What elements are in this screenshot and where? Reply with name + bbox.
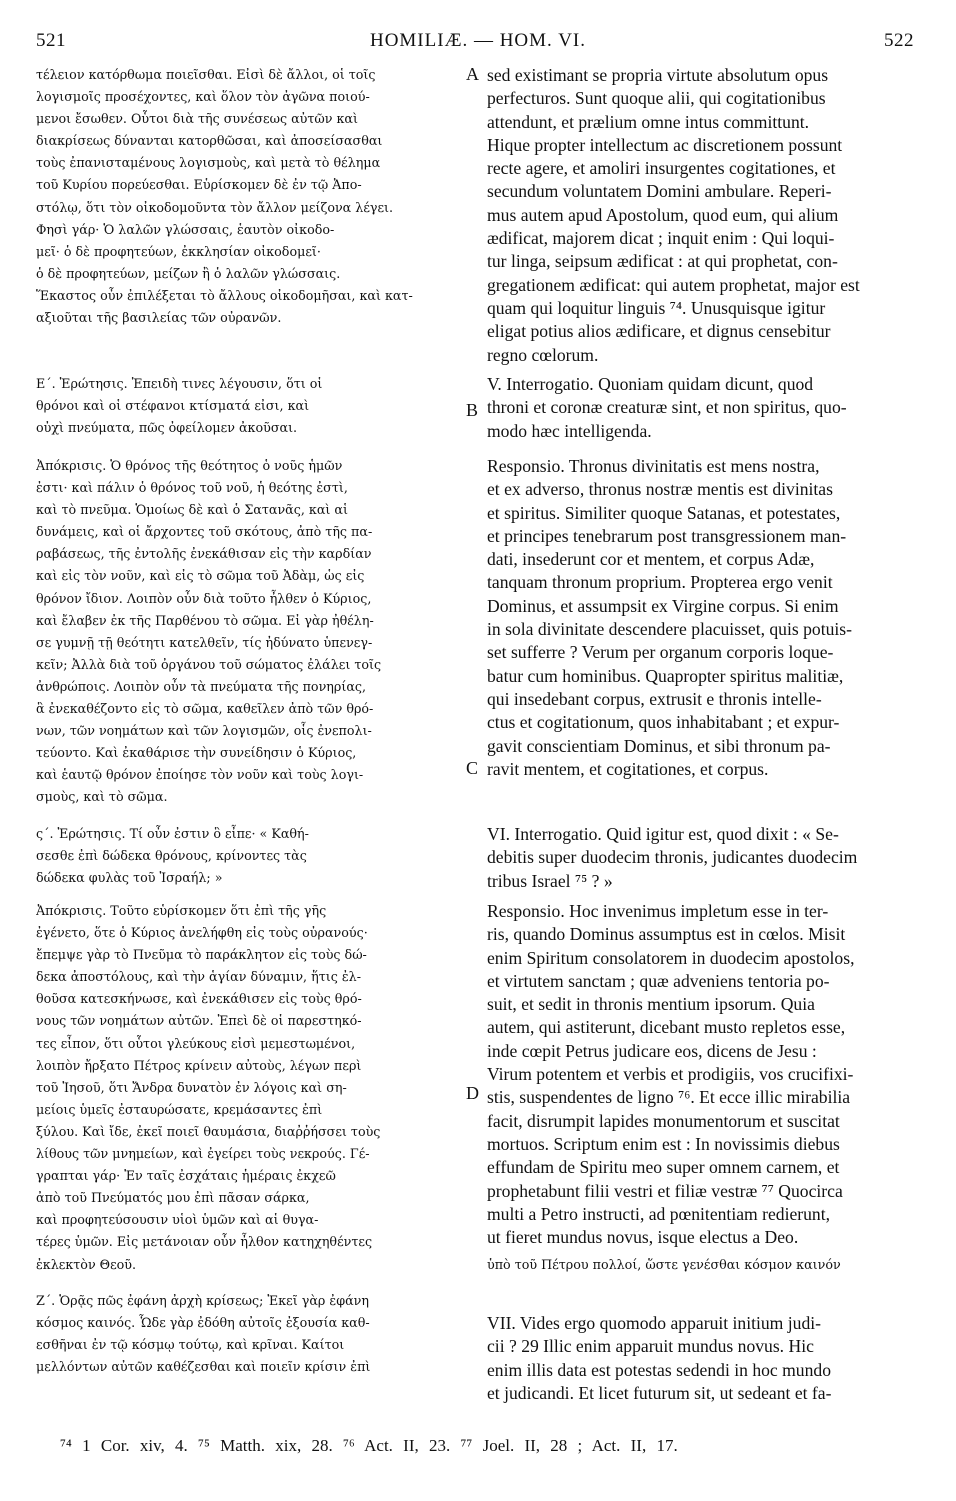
text-line: ravit mentem, et cogitationes, et corpus. — [487, 758, 769, 779]
text-line: qui insedebant corpus, extrusit e thronis intelle- — [487, 688, 822, 709]
text-line: quam qui loquitur linguis ⁷⁴. Unusquisque igitur — [487, 297, 826, 318]
text-line: attendunt, et prælium omne intus committunt. — [487, 111, 810, 132]
text-line: Ἀπόκρισις. Τοῦτο εὑρίσκομεν ὅτι ἐπὶ τῆς γῆς — [36, 903, 327, 918]
text-line: tribus Israel ⁷⁵ ? » — [487, 870, 613, 891]
text-line: ς΄. Ἐρώτησις. Τί οὖν ἐστιν ὃ εἶπε· « Καθή- — [36, 826, 309, 841]
text-line: throni et coronæ creaturæ sint, et non spiritus, quo- — [487, 397, 847, 418]
text-line: et spiritus. Similiter quoque Satanas, et potestates, — [487, 502, 841, 523]
text-line: αξιοῦται τῆς βασιλείας τῶν οὐρανῶν. — [36, 310, 282, 326]
text-line: καὶ εἰς τὸν νοῦν, καὶ εἰς τὸ σῶμα τοῦ Ἀδὰμ, ὡς εἰς — [36, 568, 365, 584]
greek-block-2 — [36, 373, 479, 439]
text-line: ὁ δὲ προφητεύων, μείζων ἢ ὁ λαλῶν γλώσσαις. — [36, 265, 341, 281]
text-line: facit, disrumpit lapides monumentorum et suscitat — [487, 1110, 840, 1131]
text-line: μελλόντων αὐτῶν καθέζεσθαι καὶ ποιεῖν κρίσιν ἐπὶ — [36, 1359, 371, 1375]
text-line: regno cœlorum. — [487, 344, 599, 365]
footnotes: ⁷⁴ 1 Cor. xiv, 4. ⁷⁵ Matth. xix, 28. ⁷⁶ Act. II, 23. ⁷⁷ Joel. II, 28 ; Act. II, 17. — [60, 1436, 678, 1455]
text-line: cii ? 29 Illic enim apparuit mundus novus. Hic — [487, 1336, 814, 1357]
text-line: enim illis data est potestas sedendi in hoc mundo — [487, 1359, 831, 1380]
text-line: gregationem ædificat: qui autem prophetat, major est — [487, 274, 860, 295]
text-line: ἀπὸ τοῦ Πνεύματός μου ἐπὶ πᾶσαν σάρκα, — [36, 1190, 310, 1206]
text-line: λίθους τῶν μνημείων, καὶ ἐγείρει τοὺς νεκρούς. Γέ- — [36, 1146, 370, 1162]
text-line: Ε΄. Ἐρώτησις. Ἐπειδὴ τινες λέγουσιν, ὅτι οἱ — [36, 376, 323, 391]
text-line: τοῦ Κυρίου πορεύεσθαι. Εὑρίσκομεν δὲ ἐν τῷ Ἀπο- — [36, 177, 362, 193]
latin-block-6 — [487, 1253, 921, 1276]
running-title: HOMILIÆ. — HOM. VI. — [369, 30, 587, 51]
page-number-left: 521 — [36, 30, 66, 51]
text-line: mortuos. Scriptum enim est : In novissimis diebus — [487, 1133, 840, 1154]
text-line: γραπται γάρ· Ἐν ταῖς ἐσχάταις ἡμέραις ἐκχεῶ — [36, 1168, 336, 1184]
text-line: batur cum hominibus. Quapropter spiritus malitiæ, — [487, 665, 844, 686]
text-line: ραβάσεως, τῆς ἐντολῆς ἐνεκάθισαν εἰς τὴν καρδίαν — [36, 546, 372, 562]
latin-block-1 — [487, 64, 921, 367]
text-line: ἀνθρώποις. Λοιπὸν οὖν τὰ πνεύματα τῆς πονηρίας, — [36, 678, 367, 694]
text-line: sed existimant se propria virtute absolutum opus — [487, 65, 829, 85]
text-line: ὑπὸ τοῦ Πέτρου πολλοί, ὥστε γενέσθαι κόσμον καινόν — [487, 1257, 841, 1272]
text-line: stis, suspendentes de ligno ⁷⁶. Et ecce illic mirabilia — [487, 1087, 851, 1108]
text-line: multi a Petro instructi, ad pœnitentiam redierunt, — [487, 1203, 831, 1224]
greek-block-4 — [36, 823, 476, 889]
text-line: τες εἶπον, ὅτι οὗτοι γλεύκους εἰσὶ μεμεστωμένοι, — [36, 1035, 356, 1051]
text-line: δώδεκα φυλὰς τοῦ Ἰσραήλ; » — [36, 870, 223, 886]
margin-marker-b: B — [466, 400, 479, 420]
text-line: tanquam thronum proprium. Propterea ergo venit — [487, 572, 833, 593]
text-line: καὶ προφητεύσουσιν υἱοὶ ὑμῶν καὶ αἱ θυγα- — [36, 1212, 319, 1228]
text-line: νων, τῶν νοημάτων καὶ τῶν λογισμῶν, οἷς ἐνεπολι- — [36, 723, 372, 739]
text-line: καὶ ἔλαβεν ἐκ τῆς Παρθένου τὸ σῶμα. Εἰ γὰρ ἠθέλη- — [36, 612, 374, 628]
greek-block-3 — [36, 455, 479, 809]
text-line: eligat potius alios ædificare, et dignus censebitur — [487, 321, 831, 342]
text-line: σε γυμνῇ τῇ θεότητι κατελθεῖν, τίς ἠδύνατο ὑπενεγ- — [36, 634, 373, 650]
text-line: λογισμοῖς προσέχοντες, καὶ ὅλον τὸν ἀγῶνα ποιού- — [36, 89, 370, 105]
text-line: Hique propter intellectum ac discretionem possunt — [487, 134, 843, 155]
text-line: καὶ τὸ πνεῦμα. Ὁμοίως δὲ καὶ ὁ Σατανᾶς, καὶ αἱ — [36, 502, 348, 518]
text-line: Virum potentem et verbis et prodigiis, vos crucifixi- — [487, 1064, 854, 1085]
greek-block-1 — [36, 64, 476, 329]
text-line: debitis super duodecim thronis, judicantes duodecim — [487, 847, 858, 868]
text-line: θοῦσα κατεσκήνωσε, καὶ ἐνεκάθισεν εἰς τοὺς θρό- — [36, 991, 362, 1007]
text-line: enim Spiritum consolatorem in duodecim apostolos, — [487, 947, 855, 968]
text-line: θρόνον ἴδιον. Λοιπὸν οὖν διὰ τοῦτο ἦλθεν ὁ Κύριος, — [36, 590, 372, 606]
text-line: autem, qui astiterunt, dicebant musto repletos esse, — [487, 1017, 846, 1038]
text-line: tur linga, seipsum ædificat : at qui prophetat, con- — [487, 251, 838, 272]
text-line: τοῦ Ἰησοῦ, ὅτι Ἄνδρα δυνατὸν ἐν λόγοις καὶ ση- — [36, 1079, 347, 1095]
text-line: δεκα ἀποστόλους, καὶ τὴν ἁγίαν δύναμιν, ἥτις ἐλ- — [36, 969, 361, 985]
text-line: VI. Interrogatio. Quid igitur est, quod dixit : « Se- — [487, 824, 839, 844]
text-line: ἔπεμψε γὰρ τὸ Πνεῦμα τὸ παράκλητον εἰς τοὺς δώ- — [36, 947, 367, 963]
text-line: perfecturos. Sunt quoque alii, qui cogitationibus — [487, 88, 826, 109]
text-line: ἃ ἐνεκαθέζοντο εἰς τὸ σῶμα, καθεῖλεν ἀπὸ τῶν θρό- — [36, 701, 374, 717]
text-line: τεύοντο. Καὶ ἐκαθάρισε τὴν συνείδησιν ὁ Κύριος, — [36, 745, 357, 761]
text-line: μεῖ· ὁ δὲ προφητεύων, ἐκκλησίαν οἰκοδομεῖ· — [36, 243, 321, 259]
text-line: στόλῳ, ὅτι τὸν οἰκοδομοῦντα τὸν ἄλλον μείζονα λέγει. — [36, 199, 394, 215]
text-line: gavit conscientiam Dominus, et sibi thronum pa- — [487, 735, 831, 756]
text-line: διακρίσεως δύνανται κατορθῶσαι, καὶ ἀποσείσασθαι — [36, 133, 383, 149]
text-line: Responsio. Hoc invenimus impletum esse in ter- — [487, 901, 829, 921]
text-line: et judicandi. Et licet futurum sit, ut sedeant et fa- — [487, 1382, 832, 1403]
text-line: καὶ ἑαυτῷ θρόνον ἐποίησε τὸν νοῦν καὶ τοὺς λογι- — [36, 767, 364, 783]
page-number-right: 522 — [884, 30, 914, 51]
text-line: recte agere, et amoliri insurgentes cogitationes, et — [487, 158, 836, 179]
text-line: Responsio. Thronus divinitatis est mens nostra, — [487, 456, 820, 476]
text-line: effundam de Spiritu meo super omnem carnem, et — [487, 1157, 840, 1178]
text-line: modo hæc intelligenda. — [487, 420, 652, 441]
text-line: mus autem apud Apostolum, quod eum, qui alium — [487, 204, 839, 225]
text-line: et virtutem sanctam ; quæ adveniens tentoria po- — [487, 970, 830, 991]
latin-block-5 — [487, 900, 921, 1249]
latin-block-7 — [487, 1312, 921, 1405]
text-line: Ζ΄. Ὁρᾷς πῶς ἐφάνη ἀρχὴ κρίσεως; Ἐκεῖ γὰρ ἐφάνη — [36, 1293, 369, 1308]
text-line: μείοις ὑμεῖς ἐσταυρώσατε, κρεμάσαντες ἐπὶ — [36, 1101, 323, 1117]
text-line: ctus et cogitationum, quos inhabitabant ; et expur- — [487, 712, 840, 733]
text-line: Φησὶ γάρ· Ὁ λαλῶν γλώσσαις, ἑαυτὸν οἰκοδο- — [36, 221, 335, 237]
text-line: νους τῶν νοημάτων αὐτῶν. Ἐπεὶ δὲ οἱ παρεστηκό- — [36, 1013, 362, 1029]
text-line: secundum voluntatem Domini ambulare. Reperi- — [487, 181, 832, 202]
text-line: prophetabunt filii vestri et filiæ vestræ ⁷⁷ Quocirca — [487, 1180, 843, 1201]
text-line: θρόνοι καὶ οἱ στέφανοι κτίσματά εἰσι, καὶ — [36, 398, 310, 414]
text-line: V. Interrogatio. Quoniam quidam dicunt, quod — [487, 374, 814, 394]
text-line: ædificat, majorem dicat ; inquit enim : Qui loqui- — [487, 228, 835, 249]
text-line: τέλειον κατόρθωμα ποιεῖσθαι. Εἰσὶ δὲ ἄλλοι, οἱ τοῖς — [36, 67, 376, 82]
text-line: Ἀπόκρισις. Ὁ θρόνος τῆς θεότητος ὁ νοῦς ἡμῶν — [36, 458, 343, 473]
text-line: εσθῆναι ἐν τῷ κόσμῳ τούτῳ, καὶ κρῖναι. Καίτοι — [36, 1337, 345, 1353]
text-line: τοὺς ἐπανισταμένους λογισμοὺς, καὶ μετὰ τὸ θέλημα — [36, 155, 381, 171]
text-line: λοιπὸν ἤρξατο Πέτρος κρίνειν αὐτοὺς, λέγων περὶ — [36, 1057, 362, 1073]
latin-block-3 — [487, 455, 921, 781]
text-line: κεῖν; Ἀλλὰ διὰ τοῦ ὀργάνου τοῦ σώματος ἐλάλει τοῖς — [36, 656, 382, 672]
margin-marker-c: C — [466, 758, 479, 778]
text-line: κόσμος καινός. Ὧδε γὰρ ἐδόθη αὐτοῖς ἐξουσία καθ- — [36, 1315, 370, 1331]
latin-block-4 — [487, 823, 921, 893]
greek-block-5 — [36, 900, 476, 1276]
text-line: σμοὺς, καὶ τὸ σῶμα. — [36, 789, 168, 805]
text-line: et principes tenebrarum post transgressionem man- — [487, 525, 847, 546]
text-line: ἐγένετο, ὅτε ὁ Κύριος ἀνελήφθη εἰς τοὺς οὐρανούς· — [36, 925, 368, 941]
text-line: inde cœpit Petrus judicare eos, dicens de Jesu : — [487, 1040, 817, 1061]
text-line: et ex adverso, thronus nostræ mentis est divinitas — [487, 479, 833, 500]
margin-marker-d: D — [466, 1083, 479, 1103]
text-line: τέρες ὑμῶν. Εἰς μετάνοιαν οὖν ἦλθον κατηχηθέντες — [36, 1234, 373, 1250]
text-line: Ἕκαστος οὖν ἐπιλέξεται τὸ ἄλλους οἰκοδομῆσαι, καὶ κατ- — [36, 287, 413, 303]
text-line: in sola divinitate descendere placuisset, quis potuis- — [487, 619, 852, 640]
text-line: dati, insederunt cor et mentem, et corpus Adæ, — [487, 549, 815, 570]
text-line: suit, et sedit in thronis mentium ipsorum. Quia — [487, 994, 815, 1015]
text-line: σεσθε ἐπὶ δώδεκα θρόνους, κρίνοντες τὰς — [36, 848, 307, 864]
text-line: ξύλου. Καὶ ἴδε, ἐκεῖ ποιεῖ θαυμάσια, διαῤῥήσσει τοὺς — [36, 1123, 381, 1139]
margin-marker-a: A — [466, 64, 479, 84]
text-line: οὐχὶ πνεύματα, πῶς ὀφείλομεν ἀκοῦσαι. — [36, 420, 298, 436]
latin-block-2 — [487, 373, 921, 443]
text-line: set sufferre ? Verum per organum corporis loque- — [487, 642, 834, 663]
text-line: Dominus, et assumpsit ex Virgine corpus. Si enim — [487, 595, 839, 616]
text-line: ut fieret mundus novus, isque electus a Deo. — [487, 1227, 799, 1248]
greek-block-6 — [36, 1290, 476, 1378]
text-line: ἐκλεκτὸν Θεοῦ. — [36, 1256, 137, 1272]
text-line: ἐστι· καὶ πάλιν ὁ θρόνος τοῦ νοῦ, ἡ θεότης ἐστὶ, — [36, 480, 348, 496]
text-line: μενοι ἔσωθεν. Οὗτοι διὰ τῆς συνέσεως αὐτῶν καὶ — [36, 111, 358, 127]
text-line: VII. Vides ergo quomodo apparuit initium judi- — [487, 1313, 821, 1333]
text-line: δυνάμεις, καὶ οἱ ἄρχοντες τοῦ σκότους, ἀπὸ τῆς πα- — [36, 524, 373, 540]
text-line: ris, quando Dominus assumptus est in cœlos. Misit — [487, 924, 846, 945]
